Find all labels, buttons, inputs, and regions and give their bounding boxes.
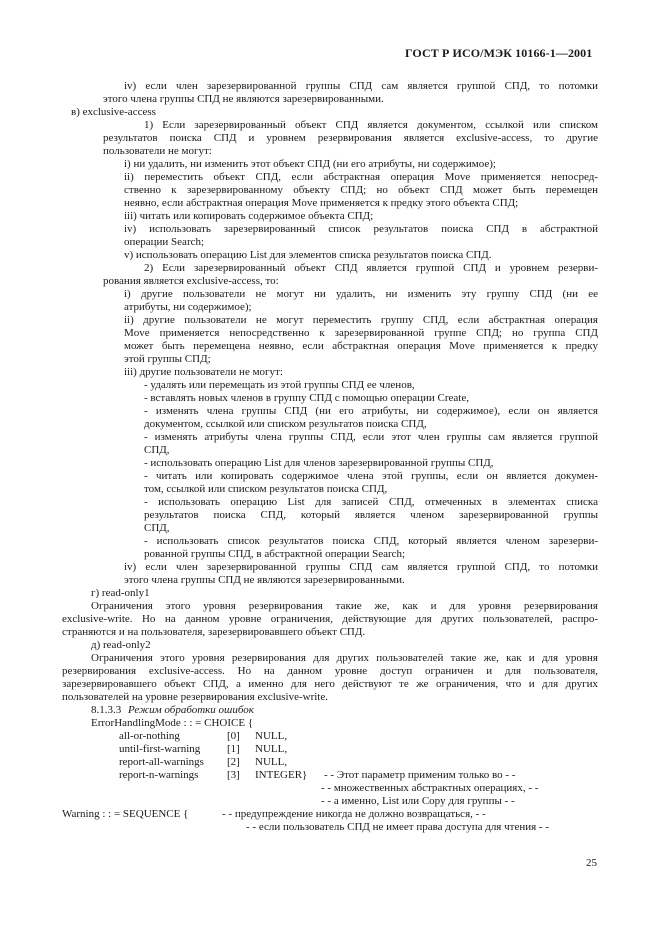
- text-line: - использовать операцию List для членов зарезервированной группы СПД,: [144, 457, 494, 469]
- text-line: - удалять или перемещать из этой группы СПД ее членов,: [144, 379, 415, 391]
- text-line: Ограничения этого уровня резервирования такие же, как и для уровня резервирования: [91, 600, 598, 612]
- text-line: ственно к зарезервированному объекту СПД; но объект СПД может быть перемещен: [124, 184, 598, 196]
- text-line: атрибуты, ни содержимое);: [124, 301, 252, 313]
- section-heading: [91, 704, 254, 717]
- code-row-tag: [3]: [227, 769, 240, 781]
- text-line: зарезервировавшего объект СПД, а именно для него действуют те же ограничения, что и для других: [62, 678, 598, 690]
- text-line: v) использовать операцию List для элементов списка результатов поиска СПД.: [124, 249, 492, 261]
- text-line: - изменять атрибуты члена группы СПД, если этот член группы сам является группой: [144, 431, 598, 443]
- text-line: i) ни удалить, ни изменить этот объект СПД (ни его атрибуты, ни содержимое);: [124, 158, 496, 170]
- text-line: неявно, если абстрактная операция Move применяется к предку этого объекта СПД;: [124, 197, 519, 209]
- text-line: в) exclusive-access: [71, 106, 156, 118]
- code-row-type: INTEGER}: [255, 769, 308, 781]
- text-line: 1) Если зарезервированный объект СПД является документом, ссылкой или списком: [144, 119, 598, 131]
- document-header: ГОСТ Р ИСО/МЭК 10166-1—2001: [405, 46, 593, 60]
- text-line: документом, ссылкой или списком результатов поиска СПД,: [144, 418, 427, 430]
- text-line: этой группы СПД;: [124, 353, 211, 365]
- text-line: пользователи не могут:: [103, 145, 212, 157]
- code-row-type: NULL,: [255, 730, 288, 742]
- code-declaration: Warning : : = SEQUENCE {: [62, 808, 189, 820]
- text-line: exclusive-write. Но на данном уровне ограничения, действующие для других пользователей, распро-: [62, 613, 598, 625]
- text-line: рованной группы СПД, в абстрактной операции Search;: [144, 548, 406, 560]
- text-line: том, ссылкой или списком результатов поиска СПД,: [144, 483, 388, 495]
- text-line: Move применяется непосредственно к зарезервированной группе СПД; но группа СПД: [124, 327, 598, 339]
- text-line: ii) переместить объект СПД, если абстрактная операция Move применяется непосред-: [124, 171, 598, 183]
- text-line: iii) читать или копировать содержимое объекта СПД;: [124, 210, 374, 222]
- text-line: может быть перемещена неявно, если абстрактная операция Move применяется к предку: [124, 340, 598, 352]
- text-line: - изменять члена группы СПД (ни его атрибуты, ни содержимое), если он является: [144, 405, 598, 417]
- text-line: - использовать операцию List для записей СПД, отмеченных в элементах списка: [144, 496, 598, 508]
- code-row-name: report-all-warnings: [119, 756, 204, 768]
- code-comment: - - Этот параметр применим только во - -: [324, 769, 516, 781]
- text-line: г) read-only1: [91, 587, 150, 599]
- code-row-tag: [2]: [227, 756, 240, 768]
- text-line: результатов поиска СПД, который является членом зарезервированной группы: [144, 509, 598, 521]
- text-line: рования является exclusive-access, то:: [103, 275, 279, 287]
- text-line: iv) если член зарезервированной группы СПД сам является группой СПД, то потомки: [124, 561, 598, 573]
- text-line: - вставлять новых членов в группу СПД с помощью операции Create,: [144, 392, 469, 404]
- text-line: iv) если член зарезервированной группы СПД сам является группой СПД, то потомки: [124, 80, 598, 92]
- code-row-name: until-first-warning: [119, 743, 201, 755]
- text-line: 2) Если зарезервированный объект СПД является группой СПД и уровнем резерви-: [144, 262, 598, 274]
- code-declaration: ErrorHandlingMode : : = CHOICE {: [91, 717, 254, 729]
- code-row-type: NULL,: [255, 756, 288, 768]
- text-line: страняются и на пользователя, зарезервировавшего объект СПД.: [62, 626, 366, 638]
- text-line: результатов поиска СПД и уровнем резервирования является exclusive-access, то другие: [103, 132, 598, 144]
- text-line: ii) другие пользователи не могут переместить группу СПД, если абстрактная операция: [124, 314, 598, 326]
- code-row-tag: [1]: [227, 743, 240, 755]
- text-line: резервирования exclusive-access. Но на данном уровне доступ ограничен и для пользователя,: [62, 665, 598, 677]
- text-line: iii) другие пользователи не могут:: [124, 366, 283, 378]
- text-line: СПД,: [144, 522, 170, 534]
- code-row-name: report-n-warnings: [119, 769, 199, 781]
- text-line: этого члена группы СПД не являются зарезервированными.: [124, 574, 405, 586]
- text-line: i) другие пользователи не могут ни удалить, ни изменить эту группу СПД (ни ее: [124, 288, 598, 300]
- code-comment: - - множественных абстрактных операциях, - -: [321, 782, 539, 794]
- page-number: 25: [586, 857, 597, 869]
- code-comment: - - предупреждение никогда не должно возвращаться, - -: [222, 808, 486, 820]
- code-comment: - - а именно, List или Copy для группы - -: [321, 795, 515, 807]
- text-line: пользователей на уровне резервирования exclusive-write.: [62, 691, 328, 703]
- text-line: iv) использовать зарезервированный список результатов поиска СПД в абстрактной: [124, 223, 598, 235]
- text-line: операции Search;: [124, 236, 205, 248]
- code-row-tag: [0]: [227, 730, 240, 742]
- code-row-name: all-or-nothing: [119, 730, 180, 742]
- text-line: этого члена группы СПД не являются зарезервированными.: [103, 93, 384, 105]
- text-line: - читать или копировать содержимое члена этой группы, если он является докумен-: [144, 470, 598, 482]
- code-comment: - - если пользователь СПД не имеет права доступа для чтения - -: [246, 821, 549, 833]
- text-line: Ограничения этого уровня резервирования для других пользователей такие же, как и для уровня: [91, 652, 598, 664]
- text-line: СПД,: [144, 444, 170, 456]
- text-line: д) read-only2: [91, 639, 151, 651]
- code-row-type: NULL,: [255, 743, 288, 755]
- section-number: 8.1.3.3: [91, 704, 122, 716]
- text-line: - использовать список результатов поиска СПД, который является членом зарезерви-: [144, 535, 598, 547]
- section-title: Режим обработки ошибок: [128, 704, 254, 716]
